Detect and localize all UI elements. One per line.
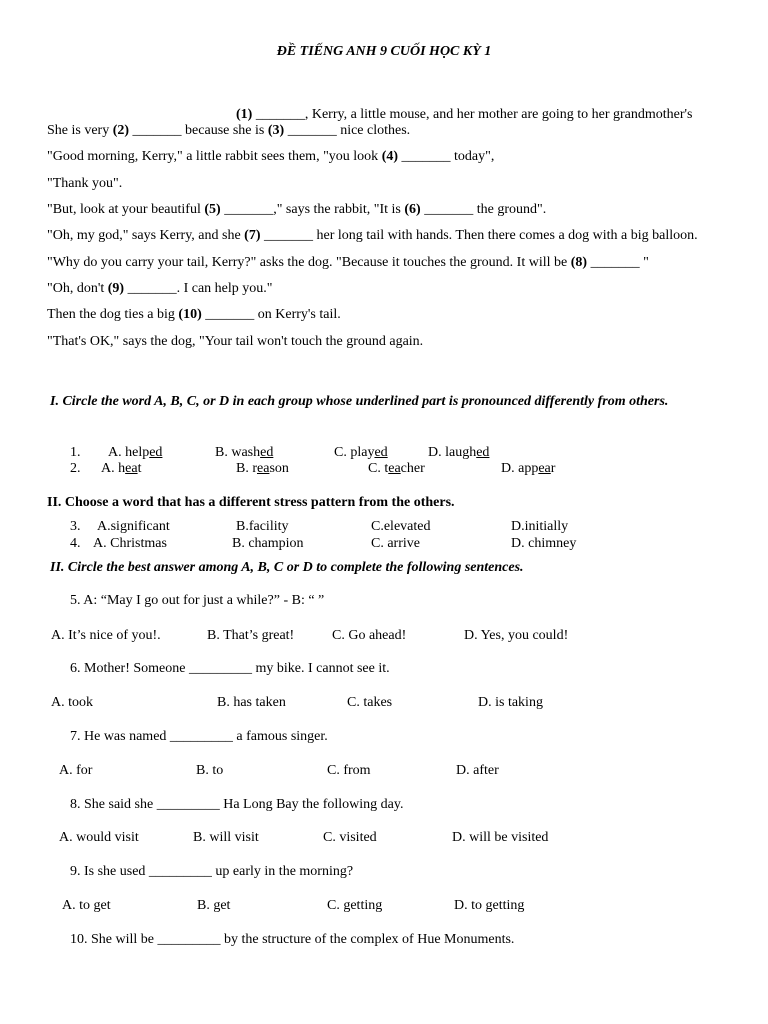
option-c[interactable]: C. visited bbox=[323, 830, 377, 845]
option-text: cher bbox=[400, 461, 425, 476]
section-heading-stress: II. Choose a word that has a different stress pattern from the others. bbox=[47, 495, 455, 510]
option-b[interactable]: B. That’s great! bbox=[207, 628, 295, 643]
option-b[interactable] bbox=[236, 461, 289, 477]
option-b[interactable] bbox=[215, 445, 273, 461]
blank-number: (6) bbox=[404, 202, 421, 217]
passage-text: _______ her long tail with hands. Then there comes a dog with a big balloon. bbox=[260, 228, 698, 243]
option-b[interactable]: B.facility bbox=[236, 519, 289, 534]
underlined-part: ea bbox=[125, 461, 138, 476]
option-d[interactable]: D. is taking bbox=[478, 695, 543, 710]
option-a[interactable]: A. to get bbox=[62, 898, 111, 913]
question-number: 1. bbox=[70, 445, 81, 460]
question-stem: 5. A: “May I go out for just a while?” - B: “ ” bbox=[70, 593, 325, 608]
blank-number: (5) bbox=[204, 202, 221, 217]
option-c[interactable]: C. arrive bbox=[371, 536, 420, 551]
question-stem: 7. He was named _________ a famous singer. bbox=[70, 729, 328, 744]
passage-text: She is very bbox=[47, 123, 113, 138]
passage-line-6 bbox=[47, 227, 698, 244]
option-text: son bbox=[269, 461, 289, 476]
option-a[interactable]: A. Christmas bbox=[93, 536, 167, 551]
option-c[interactable]: C. takes bbox=[347, 695, 393, 710]
passage-line-7 bbox=[47, 254, 649, 271]
passage-text: "But, look at your beautiful bbox=[47, 202, 205, 217]
option-c[interactable]: C.elevated bbox=[371, 519, 431, 534]
blank-number: (2) bbox=[112, 123, 130, 138]
passage-text: "Thank you". bbox=[47, 176, 123, 191]
option-text: B. r bbox=[236, 461, 257, 476]
option-d[interactable]: D. Yes, you could! bbox=[464, 628, 569, 643]
option-text: B. wash bbox=[215, 445, 261, 460]
option-c[interactable] bbox=[334, 445, 388, 461]
passage-text: _______ on Kerry's tail. bbox=[201, 307, 341, 322]
question-number: 4. bbox=[70, 536, 81, 551]
passage-line-9 bbox=[47, 306, 341, 323]
passage-text: _______ today", bbox=[398, 149, 495, 164]
option-a[interactable]: A. took bbox=[51, 695, 93, 710]
underlined-part: ed bbox=[149, 445, 163, 460]
passage-text: _______ nice clothes. bbox=[284, 123, 411, 138]
underlined-part: ea bbox=[257, 461, 270, 476]
passage-text: "That's OK," says the dog, "Your tail won't touch the ground again. bbox=[47, 334, 424, 349]
option-a[interactable]: A.significant bbox=[97, 519, 170, 534]
page-title: ĐỀ TIẾNG ANH 9 CUỐI HỌC KỲ 1 bbox=[276, 44, 492, 59]
option-b[interactable]: B. to bbox=[196, 763, 224, 778]
underlined-part: ed bbox=[374, 445, 388, 460]
passage-text: Then the dog ties a big bbox=[47, 307, 179, 322]
option-c[interactable]: C. Go ahead! bbox=[332, 628, 407, 643]
passage-line-10 bbox=[47, 333, 423, 350]
option-text: A. help bbox=[108, 445, 150, 460]
passage-line-2 bbox=[47, 122, 410, 139]
blank-number: (3) bbox=[267, 123, 285, 138]
option-text: C. t bbox=[368, 461, 389, 476]
passage-text: _______ because she is bbox=[129, 123, 268, 138]
option-text: r bbox=[550, 461, 556, 476]
passage-text: "Why do you carry your tail, Kerry?" asks the dog. "Because it touches the ground. It will be bbox=[47, 255, 571, 270]
section-heading-pronunciation: I. Circle the word A, B, C, or D in each group whose underlined part is pronounced differently from others. bbox=[50, 394, 669, 409]
question-number: 3. bbox=[70, 519, 81, 534]
question-stem: 10. She will be _________ by the structure of the complex of Hue Monuments. bbox=[70, 932, 515, 947]
passage-line-5 bbox=[47, 201, 546, 218]
option-d[interactable]: D. to getting bbox=[454, 898, 525, 913]
option-b[interactable]: B. champion bbox=[232, 536, 304, 551]
option-d[interactable]: D. will be visited bbox=[452, 830, 549, 845]
question-stem: 8. She said she _________ Ha Long Bay the following day. bbox=[70, 797, 404, 812]
option-a[interactable] bbox=[108, 445, 162, 461]
passage-line-1 bbox=[236, 106, 693, 123]
question-stem: 9. Is she used _________ up early in the morning? bbox=[70, 864, 354, 879]
option-b[interactable]: B. has taken bbox=[217, 695, 286, 710]
passage-text: "Oh, my god," says Kerry, and she bbox=[47, 228, 245, 243]
option-a[interactable]: A. would visit bbox=[59, 830, 139, 845]
passage-line-3 bbox=[47, 148, 494, 165]
option-text: D. laugh bbox=[428, 445, 477, 460]
passage-text: _______ the ground". bbox=[420, 202, 547, 217]
underlined-part: ea bbox=[388, 461, 401, 476]
blank-number: (10) bbox=[178, 307, 202, 322]
underlined-part: ed bbox=[260, 445, 274, 460]
option-c[interactable]: C. getting bbox=[327, 898, 383, 913]
option-c[interactable]: C. from bbox=[327, 763, 371, 778]
option-text: C. play bbox=[334, 445, 375, 460]
underlined-part: ea bbox=[538, 461, 551, 476]
question-number: 2. bbox=[70, 461, 81, 476]
blank-number: (4) bbox=[381, 149, 399, 164]
blank-number: (7) bbox=[244, 228, 261, 243]
passage-text: _______ " bbox=[587, 255, 649, 270]
passage-text: _______," says the rabbit, "It is bbox=[220, 202, 405, 217]
passage-text: _______. I can help you." bbox=[124, 281, 273, 296]
option-d[interactable] bbox=[501, 461, 555, 477]
option-d[interactable]: D. after bbox=[456, 763, 499, 778]
section-heading-best-answer: II. Circle the best answer among A, B, C or D to complete the following sentences. bbox=[50, 560, 524, 575]
question-stem: 6. Mother! Someone _________ my bike. I cannot see it. bbox=[70, 661, 390, 676]
passage-text: _______, Kerry, a little mouse, and her mother are going to her grandmother's bbox=[252, 107, 693, 122]
option-b[interactable]: B. get bbox=[197, 898, 231, 913]
passage-text: "Good morning, Kerry," a little rabbit sees them, "you look bbox=[47, 149, 382, 164]
option-d[interactable] bbox=[428, 445, 489, 461]
option-text: D. app bbox=[501, 461, 539, 476]
blank-number: (9) bbox=[107, 281, 125, 296]
blank-number: (8) bbox=[570, 255, 588, 270]
passage-line-4 bbox=[47, 175, 122, 192]
option-text: A. h bbox=[101, 461, 126, 476]
passage-text: "Oh, don't bbox=[47, 281, 108, 296]
option-b[interactable]: B. will visit bbox=[193, 830, 259, 845]
option-a[interactable]: A. for bbox=[59, 763, 93, 778]
option-a[interactable] bbox=[101, 461, 141, 477]
blank-number: (1) bbox=[236, 107, 253, 122]
option-c[interactable] bbox=[368, 461, 425, 477]
option-text: t bbox=[137, 461, 142, 476]
option-d[interactable]: D.initially bbox=[511, 519, 569, 534]
underlined-part: ed bbox=[476, 445, 490, 460]
passage-line-8 bbox=[47, 280, 273, 297]
option-a[interactable]: A. It’s nice of you!. bbox=[51, 628, 161, 643]
option-d[interactable]: D. chimney bbox=[511, 536, 577, 551]
